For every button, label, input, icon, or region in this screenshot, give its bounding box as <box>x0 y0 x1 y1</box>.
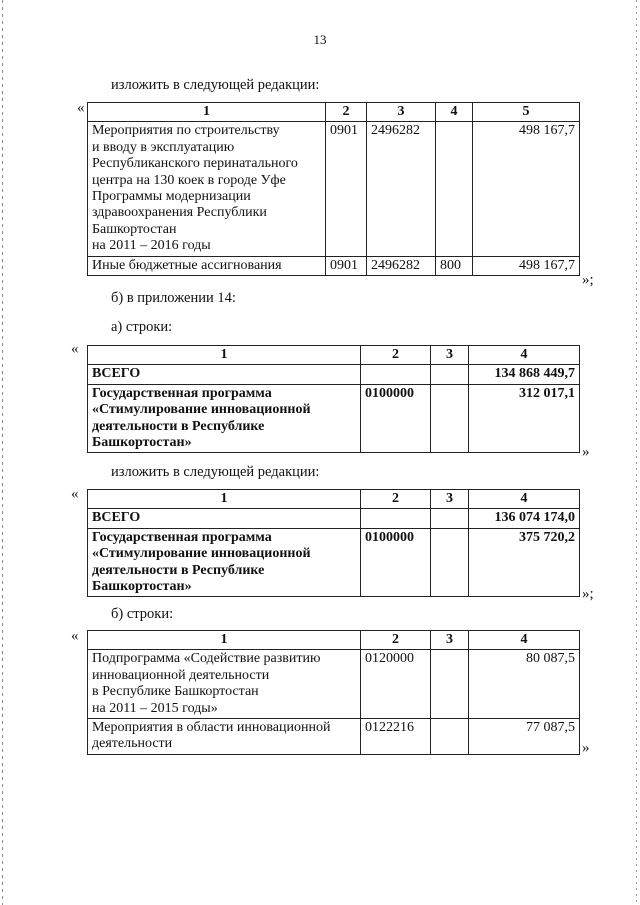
subsection-a-text: а) строки: <box>111 319 173 335</box>
name-cell: Государственная программа «Стимулирование инновационной деятельности в Республике Башкортостан» <box>88 528 361 597</box>
intro-text-1: изложить в следующей редакции: <box>111 77 320 93</box>
table-header-row <box>88 490 580 509</box>
section-cell: 0901 <box>326 256 367 275</box>
table-row <box>88 528 580 597</box>
table-2 <box>87 345 580 453</box>
header-cell: 2 <box>361 631 431 650</box>
table-header-row <box>88 346 580 365</box>
table-row <box>88 122 580 256</box>
header-cell: 5 <box>473 103 580 122</box>
amount-cell: 134 868 449,7 <box>469 365 580 384</box>
header-cell: 3 <box>431 490 469 509</box>
amount-cell: 136 074 174,0 <box>469 509 580 528</box>
type-cell <box>431 719 469 755</box>
code-cell <box>361 509 431 528</box>
close-quote-2: » <box>582 444 590 460</box>
amount-cell: 80 087,5 <box>469 650 580 719</box>
appendix-14-text: б) в приложении 14: <box>111 290 236 306</box>
open-quote-1: « <box>77 100 85 116</box>
amount-cell: 77 087,5 <box>469 719 580 755</box>
table-row <box>88 719 580 755</box>
table-row <box>88 365 580 384</box>
name-cell: ВСЕГО <box>88 509 361 528</box>
name-cell: Мероприятия в области инновационной деятельности <box>88 719 361 755</box>
header-cell: 2 <box>361 346 431 365</box>
page-number: 13 <box>313 32 327 47</box>
header-cell: 1 <box>88 103 326 122</box>
table-3 <box>87 489 580 597</box>
header-cell: 4 <box>436 103 473 122</box>
close-quote-4: » <box>582 740 590 756</box>
name-cell: Государственная программа «Стимулирование инновационной деятельности в Республике Башкортостан» <box>88 384 361 453</box>
scan-edge-right <box>636 0 637 905</box>
name-cell: Мероприятия по строительству и вводу в эксплуатацию Республиканского перинатального центра на 130 коек в городе Уфе Программы модернизации здравоохранения Республики Башкортостан на 2011 – 2016 годы <box>88 122 326 256</box>
type-cell <box>431 528 469 597</box>
header-cell: 4 <box>469 490 580 509</box>
table-header-row <box>88 103 580 122</box>
type-cell <box>431 650 469 719</box>
intro-text-2: изложить в следующей редакции: <box>111 464 320 480</box>
header-cell: 4 <box>469 346 580 365</box>
type-cell <box>431 509 469 528</box>
header-cell: 1 <box>88 490 361 509</box>
table-header-row <box>88 631 580 650</box>
amount-cell: 375 720,2 <box>469 528 580 597</box>
type-cell <box>431 384 469 453</box>
article-cell: 2496282 <box>367 122 436 256</box>
name-cell: Подпрограмма «Содействие развитию инновационной деятельности в Республике Башкортостан на 2011 – 2015 годы» <box>88 650 361 719</box>
header-cell: 3 <box>367 103 436 122</box>
header-cell: 2 <box>326 103 367 122</box>
subsection-b-text: б) строки: <box>111 606 174 622</box>
type-cell <box>436 122 473 256</box>
table-row <box>88 650 580 719</box>
code-cell: 0120000 <box>361 650 431 719</box>
open-quote-2: « <box>71 341 79 357</box>
code-cell <box>361 365 431 384</box>
amount-cell: 498 167,7 <box>473 256 580 275</box>
table-1 <box>87 102 580 276</box>
amount-cell: 498 167,7 <box>473 122 580 256</box>
type-cell: 800 <box>436 256 473 275</box>
type-cell <box>431 365 469 384</box>
name-cell: Иные бюджетные ассигнования <box>88 256 326 275</box>
code-cell: 0122216 <box>361 719 431 755</box>
close-quote-1: »; <box>582 272 594 288</box>
article-cell: 2496282 <box>367 256 436 275</box>
section-cell: 0901 <box>326 122 367 256</box>
scan-edge-left <box>2 0 3 905</box>
header-cell: 1 <box>88 346 361 365</box>
amount-cell: 312 017,1 <box>469 384 580 453</box>
code-cell: 0100000 <box>361 384 431 453</box>
header-cell: 2 <box>361 490 431 509</box>
table-row <box>88 256 580 275</box>
header-cell: 1 <box>88 631 361 650</box>
header-cell: 3 <box>431 631 469 650</box>
open-quote-4: « <box>71 628 79 644</box>
name-cell: ВСЕГО <box>88 365 361 384</box>
open-quote-3: « <box>71 486 79 502</box>
close-quote-3: »; <box>582 586 594 602</box>
table-4 <box>87 630 580 755</box>
header-cell: 3 <box>431 346 469 365</box>
table-row <box>88 384 580 453</box>
code-cell: 0100000 <box>361 528 431 597</box>
table-row <box>88 509 580 528</box>
header-cell: 4 <box>469 631 580 650</box>
